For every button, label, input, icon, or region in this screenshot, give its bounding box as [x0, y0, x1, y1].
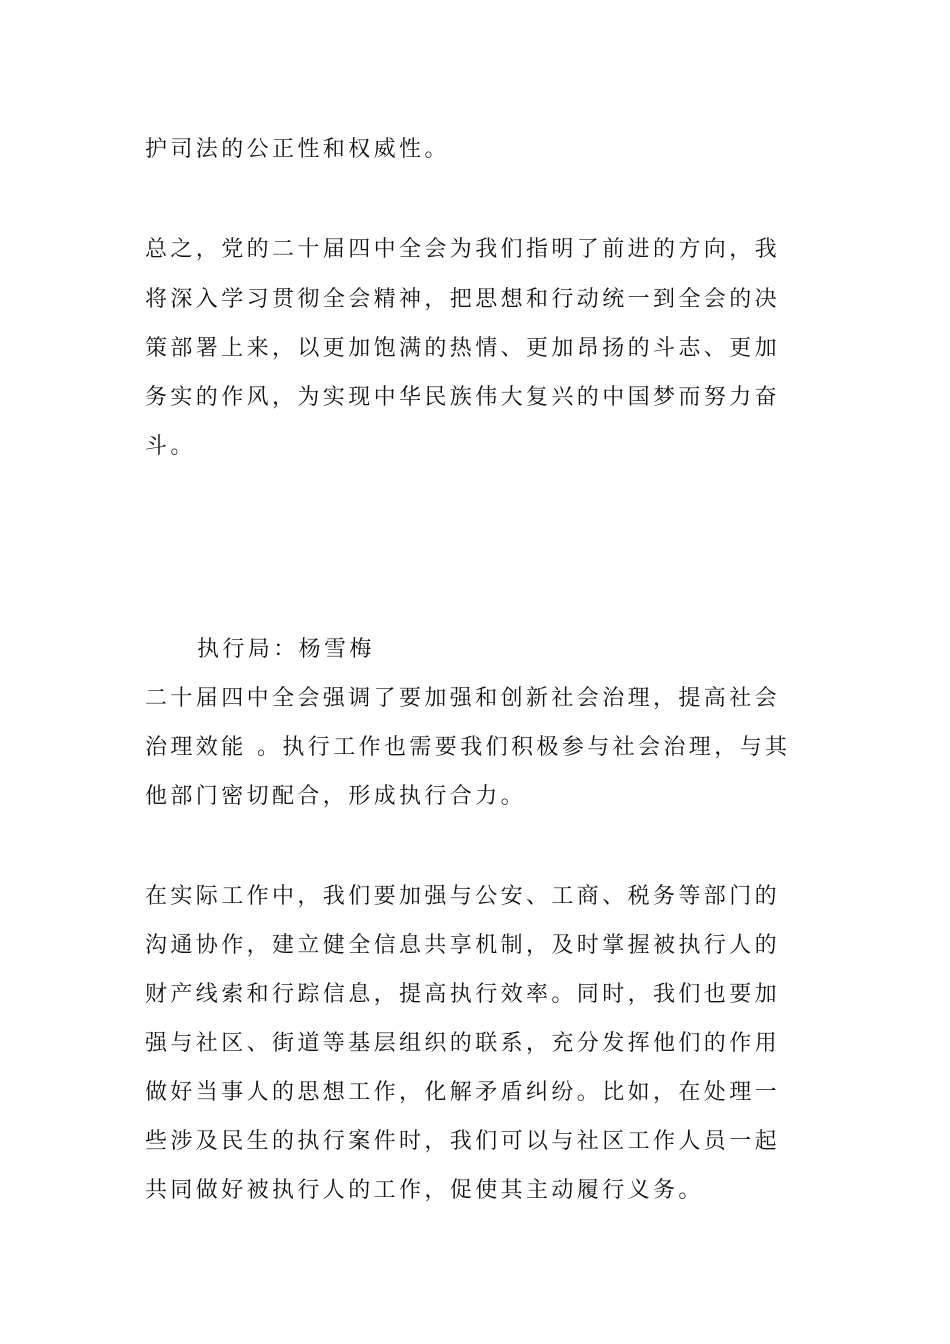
paragraph-line: 治理效能 。执行工作也需要我们积极参与社会治理，与其 [145, 735, 791, 760]
paragraph-line: 财产线索和行踪信息，提高执行效率。同时，我们也要加 [145, 982, 781, 1007]
paragraph-line: 策部署上来，以更加饱满的热情、更加昂扬的斗志、更加 [145, 336, 781, 361]
paragraph-line: 些涉及民生的执行案件时，我们可以与社区工作人员一起 [145, 1129, 781, 1154]
paragraph-line: 做好当事人的思想工作，化解矛盾纠纷。比如，在处理一 [145, 1080, 781, 1105]
paragraph-line: 共同做好被执行人的工作，促使其主动履行义务。 [145, 1178, 704, 1203]
paragraph-line: 沟通协作，建立健全信息共享机制，及时掌握被执行人的 [145, 933, 781, 958]
paragraph-line: 斗。 [145, 434, 196, 459]
paragraph-line: 在实际工作中，我们要加强与公安、工商、税务等部门的 [145, 884, 781, 909]
paragraph-line: 强与社区、街道等基层组织的联系，充分发挥他们的作用 [145, 1031, 781, 1056]
paragraph-line: 护司法的公正性和权威性。 [145, 137, 450, 162]
paragraph-line: 务实的作风，为实现中华民族伟大复兴的中国梦而努力奋 [145, 385, 781, 410]
paragraph-line: 二十届四中全会强调了要加强和创新社会治理，提高社会 [145, 686, 781, 711]
paragraph-line: 他部门密切配合，形成执行合力。 [145, 784, 527, 809]
paragraph-line: 将深入学习贯彻全会精神，把思想和行动统一到全会的决 [145, 287, 781, 312]
author-signature: 执行局：杨雪梅 [197, 637, 375, 662]
paragraph-line: 总之，党的二十届四中全会为我们指明了前进的方向，我 [145, 237, 781, 262]
